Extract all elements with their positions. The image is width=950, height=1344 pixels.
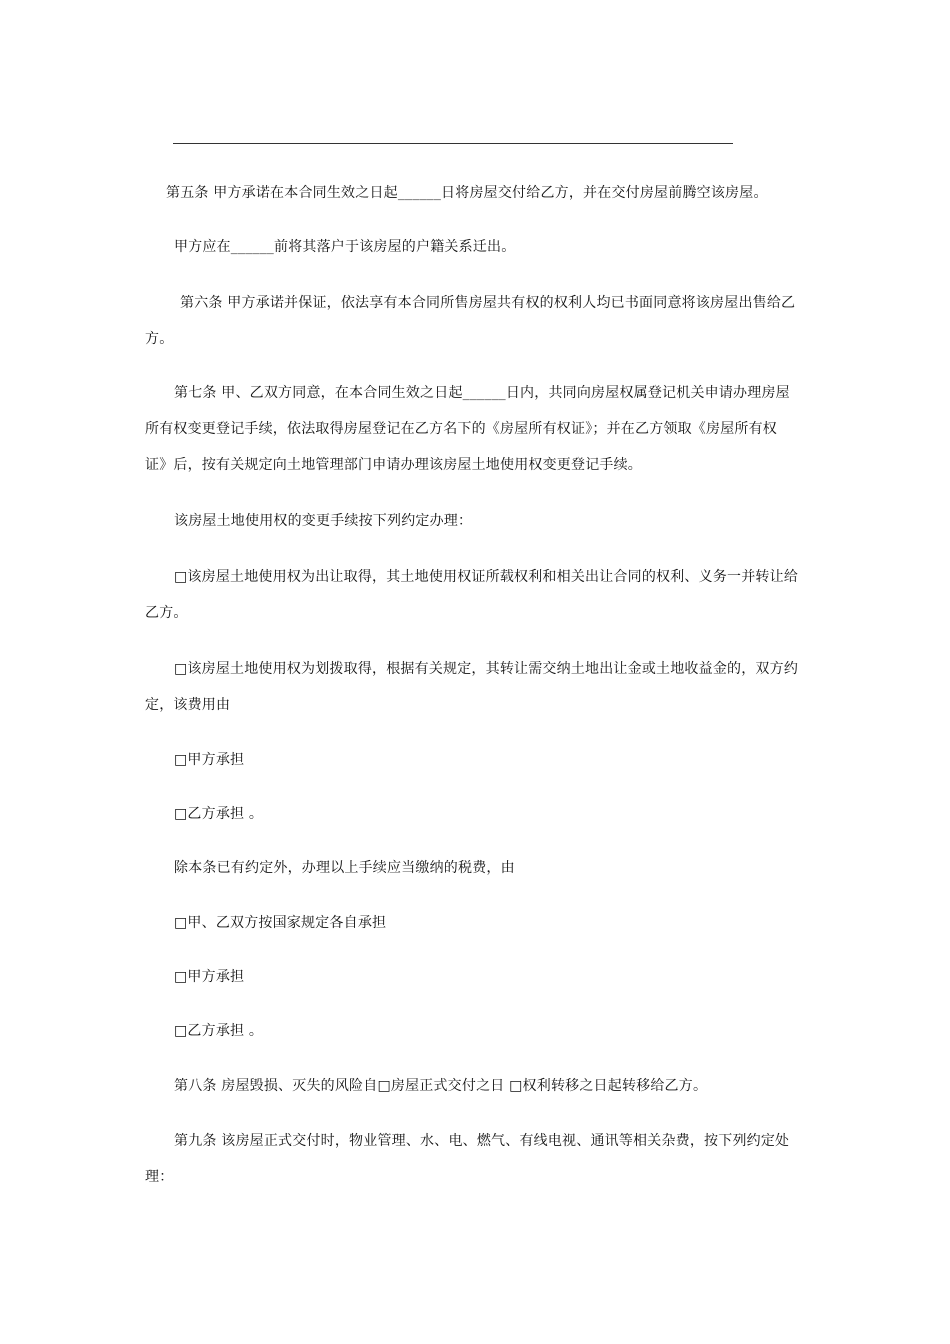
article-7-line-3: 证》后，按有关规定向土地管理部门申请办理该房屋土地使用权变更登记手续。 [145, 457, 642, 473]
article-5-line-2: 甲方应在______前将其落户于该房屋的户籍关系迁出。 [174, 239, 516, 255]
article-7-line-1: 第七条 甲、乙双方同意，在本合同生效之日起______日内，共同向房屋权属登记机关申请办理房屋 [174, 385, 790, 401]
option-party-a-bears: □甲方承担 [174, 752, 245, 768]
article-8-line-1: 第八条 房屋毁损、灭失的风险自□房屋正式交付之日 □权利转移之日起转移给乙方。 [174, 1078, 708, 1094]
article-6-line-1: 第六条 甲方承诺并保证，依法享有本合同所售房屋共有权的权利人均已书面同意将该房屋出售给乙 [180, 295, 796, 311]
option-both-parties-bear: □甲、乙双方按国家规定各自承担 [174, 915, 387, 931]
option-transfer-line-2: 乙方。 [145, 605, 188, 621]
option-allocation-line-1: □该房屋土地使用权为划拨取得，根据有关规定，其转让需交纳土地出让金或土地收益金的，双方约 [174, 661, 799, 677]
top-rule-divider [173, 143, 733, 144]
article-6-line-2: 方。 [145, 331, 174, 347]
land-use-intro: 该房屋土地使用权的变更手续按下列约定办理： [174, 513, 473, 529]
article-9-line-1: 第九条 该房屋正式交付时，物业管理、水、电、燃气、有线电视、通讯等相关杂费，按下列约定处 [174, 1133, 790, 1149]
option-party-a-bears-tax: □甲方承担 [174, 969, 245, 985]
option-allocation-line-2: 定，该费用由 [145, 697, 231, 713]
option-party-b-bears-tax: □乙方承担 。 [174, 1023, 264, 1039]
tax-fee-intro: 除本条已有约定外，办理以上手续应当缴纳的税费，由 [174, 860, 515, 876]
option-party-b-bears: □乙方承担 。 [174, 806, 264, 822]
article-9-line-2: 理： [145, 1169, 174, 1185]
article-7-line-2: 所有权变更登记手续，依法取得房屋登记在乙方名下的《房屋所有权证》；并在乙方领取《房屋所有权 [145, 421, 777, 437]
article-5-line-1: 第五条 甲方承诺在本合同生效之日起______日将房屋交付给乙方，并在交付房屋前腾空该房屋。 [166, 185, 768, 201]
option-transfer-line-1: □该房屋土地使用权为出让取得，其土地使用权证所载权利和相关出让合同的权利、义务一并转让给 [174, 569, 799, 585]
